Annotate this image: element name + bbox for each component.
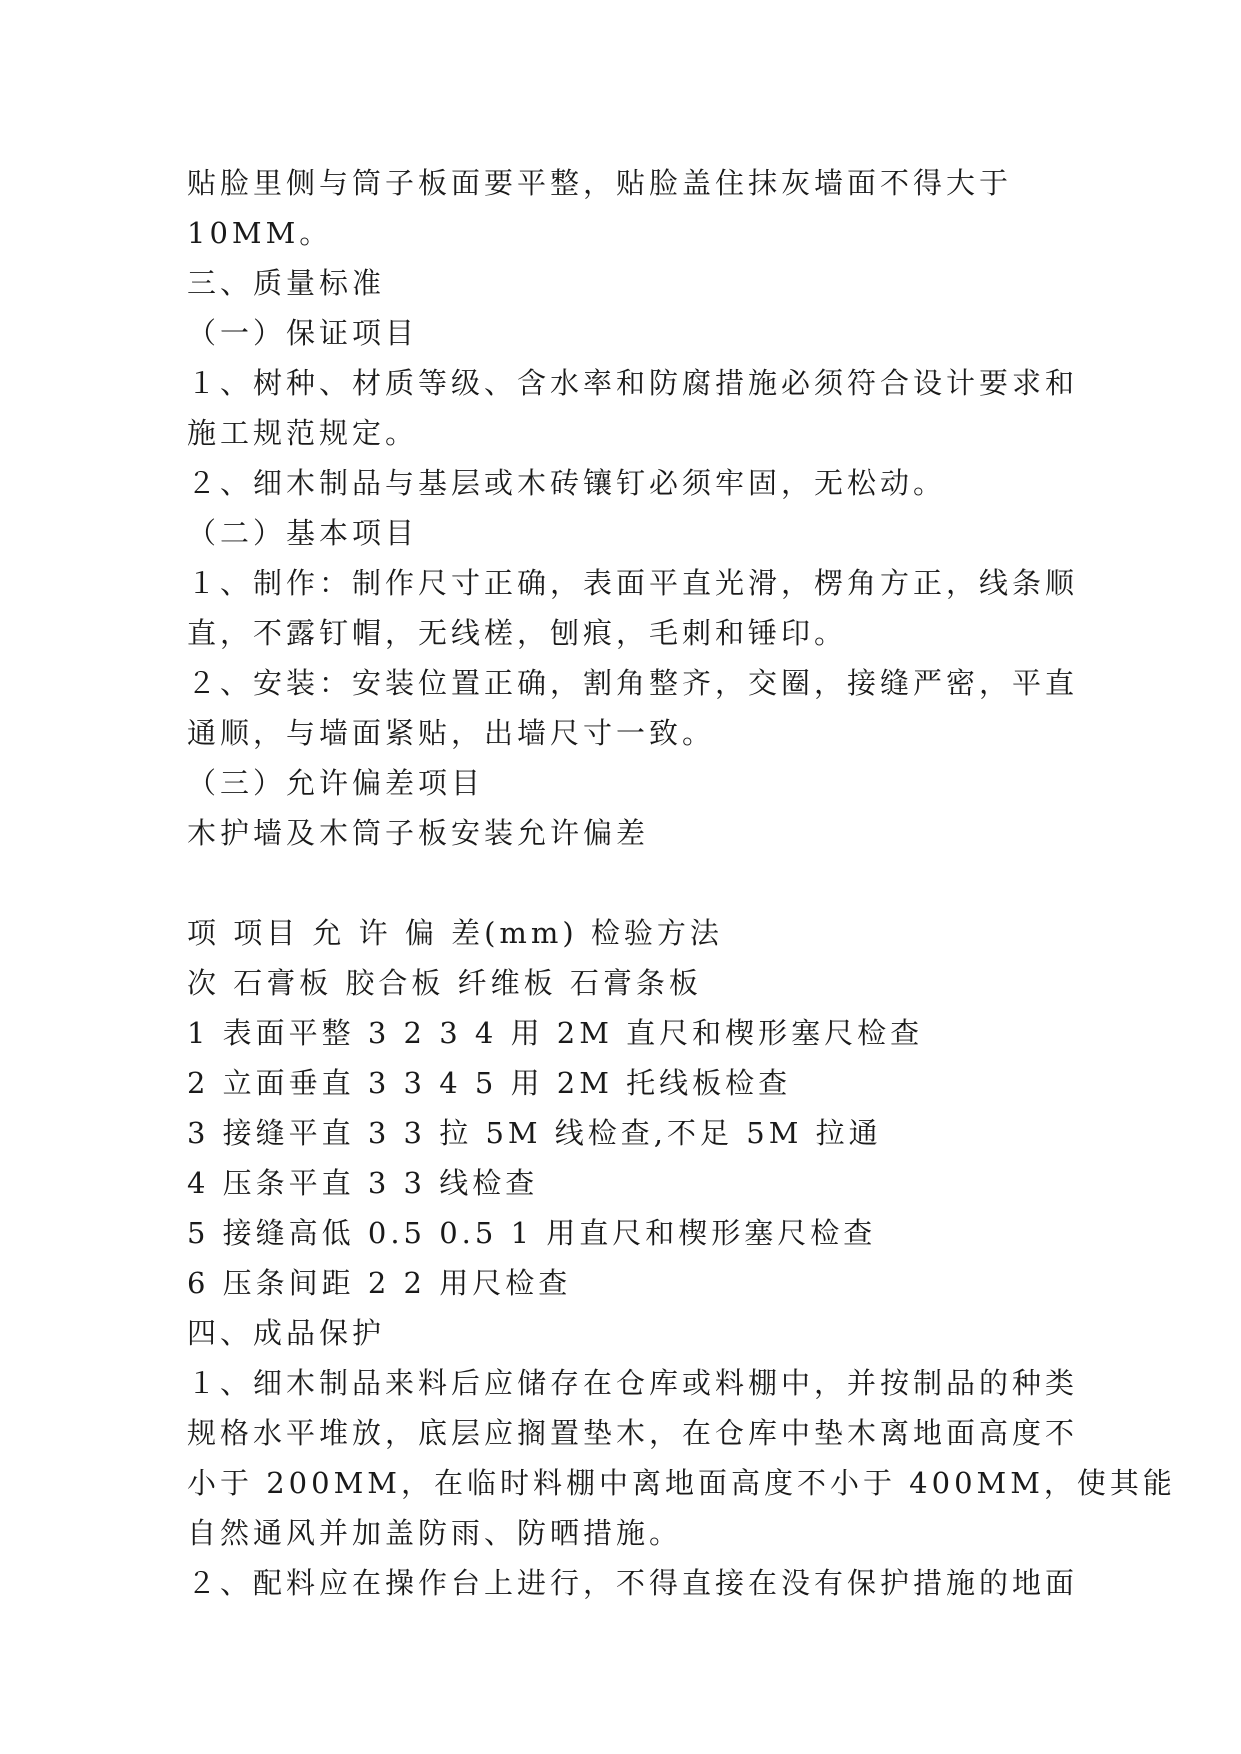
blank-line — [187, 858, 1067, 908]
table-caption: 木护墙及木筒子板安装允许偏差 — [187, 816, 650, 850]
paragraph-line: 自然通风并加盖防雨、防晒措施。 — [187, 1516, 683, 1550]
paragraph-line: 施工规范规定。 — [187, 416, 419, 450]
subsection-heading: （一）保证项目 — [187, 316, 419, 350]
subsection-heading: （二）基本项目 — [187, 516, 419, 550]
table-row: 3 接缝平直 3 3 拉 5M 线检查,不足 5M 拉通 — [187, 1116, 882, 1150]
table-row: 2 立面垂直 3 3 4 5 用 2M 托线板检查 — [187, 1066, 792, 1100]
paragraph-line: 10MM。 — [187, 216, 333, 250]
table-header-row: 次 石膏板 胶合板 纤维板 石膏条板 — [187, 966, 702, 1000]
paragraph-line: １、细木制品来料后应储存在仓库或料棚中，并按制品的种类 — [187, 1366, 1079, 1400]
table-row: 1 表面平整 3 2 3 4 用 2M 直尺和楔形塞尺检查 — [187, 1016, 924, 1050]
document-body — [187, 158, 1176, 1608]
section-heading: 三、质量标准 — [187, 266, 386, 300]
paragraph-line: 通顺，与墙面紧贴，出墙尺寸一致。 — [187, 716, 716, 750]
paragraph-line: 规格水平堆放，底层应搁置垫木，在仓库中垫木离地面高度不 — [187, 1416, 1079, 1450]
section-heading: 四、成品保护 — [187, 1316, 386, 1350]
paragraph-line: 小于 200MM，在临时料棚中离地面高度不小于 400MM，使其能 — [187, 1466, 1176, 1500]
paragraph-line: ２、细木制品与基层或木砖镶钉必须牢固，无松动。 — [187, 466, 947, 500]
paragraph-line: ２、安装：安装位置正确，割角整齐，交圈，接缝严密，平直 — [187, 666, 1079, 700]
table-row: 6 压条间距 2 2 用尺检查 — [187, 1266, 572, 1300]
paragraph-line: ２、配料应在操作台上进行，不得直接在没有保护措施的地面 — [187, 1566, 1079, 1600]
paragraph-line: １、制作：制作尺寸正确，表面平直光滑，楞角方正，线条顺 — [187, 566, 1079, 600]
paragraph-line: 贴脸里侧与筒子板面要平整，贴脸盖住抹灰墙面不得大于 — [187, 166, 1013, 200]
paragraph-line: １、树种、材质等级、含水率和防腐措施必须符合设计要求和 — [187, 366, 1079, 400]
table-header-row: 项 项目 允 许 偏 差(mm) 检验方法 — [187, 916, 723, 950]
subsection-heading: （三）允许偏差项目 — [187, 766, 485, 800]
table-row: 4 压条平直 3 3 线检查 — [187, 1166, 539, 1200]
paragraph-line: 直，不露钉帽，无线槎，刨痕，毛刺和锤印。 — [187, 616, 848, 650]
table-row: 5 接缝高低 0.5 0.5 1 用直尺和楔形塞尺检查 — [187, 1216, 877, 1250]
